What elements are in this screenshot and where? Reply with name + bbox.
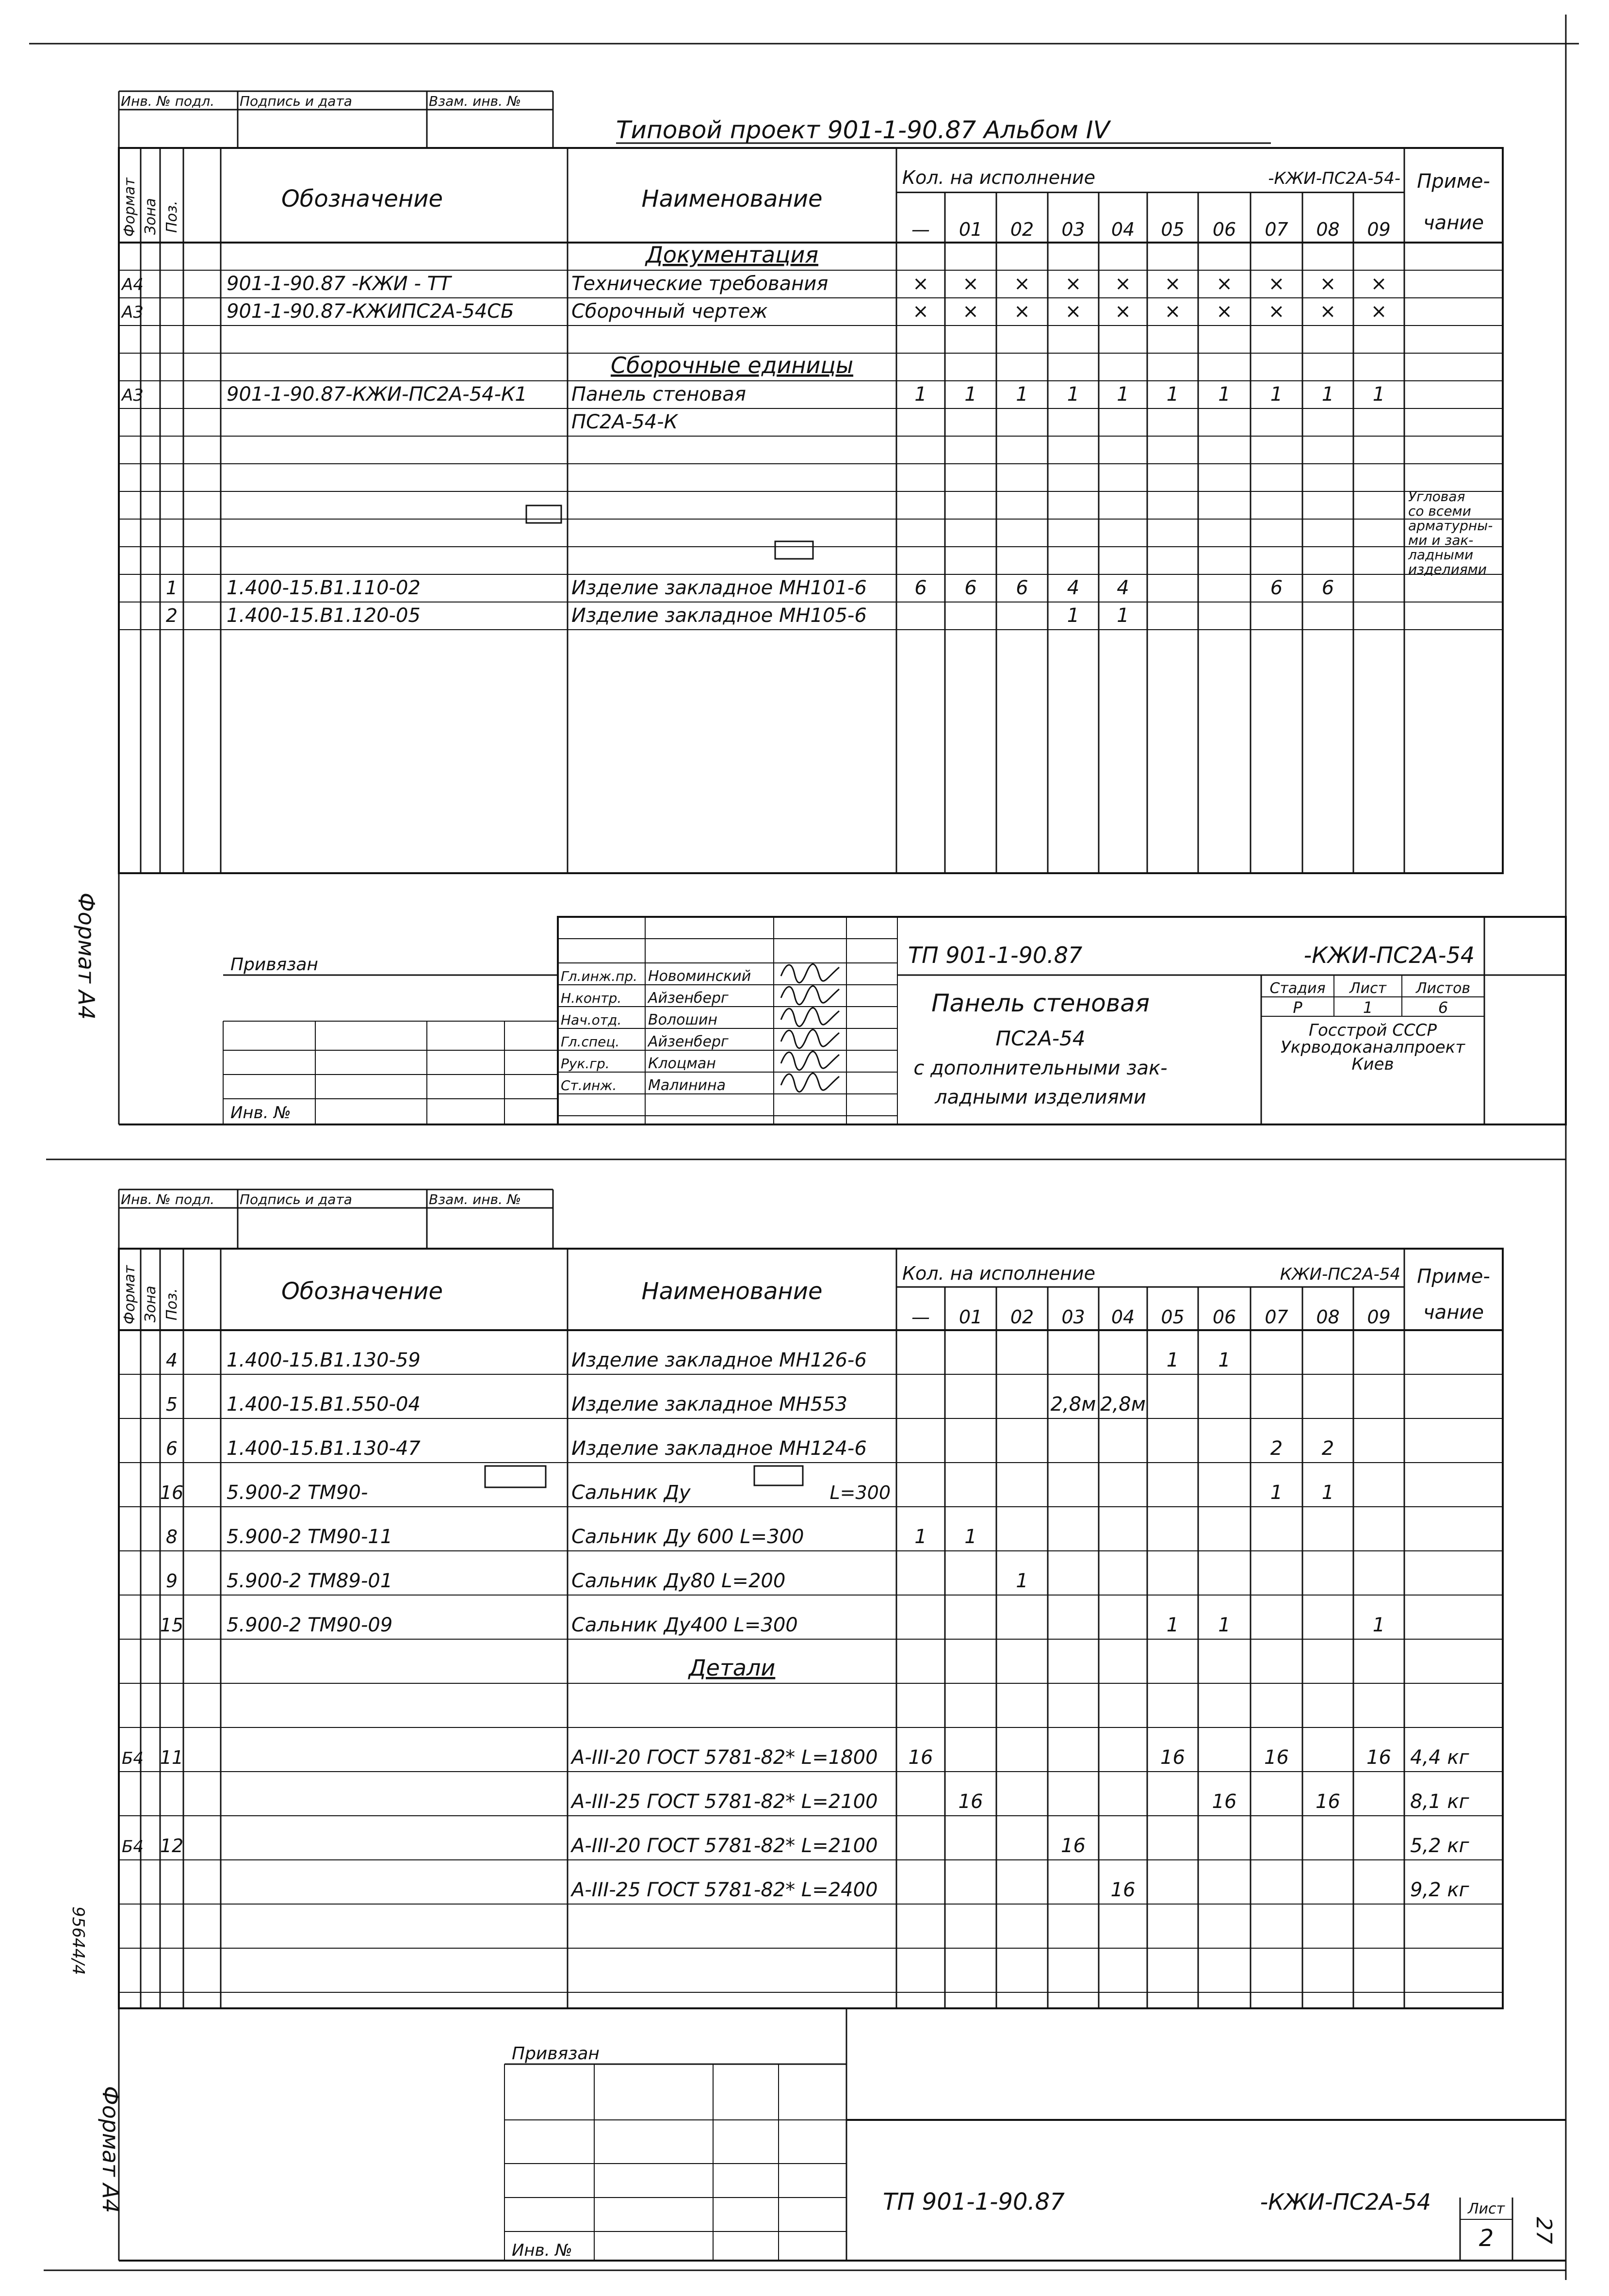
sheet2-qty-cell: 1 — [1166, 1614, 1179, 1636]
sheet1-variant-0: — — [911, 219, 930, 240]
sheet1-row-note-line: ми и зак- — [1408, 532, 1474, 548]
sheet1-title-line: с дополнительными зак- — [913, 1057, 1168, 1079]
sheet2-row-designation: 5.900-2 ТМ90-11 — [227, 1526, 393, 1548]
sheet1-qty-cell: × — [1216, 273, 1233, 295]
sheet1-role-name: Клоцман — [648, 1055, 716, 1072]
sheet1-row-designation: 1.400-15.В1.110-02 — [227, 577, 421, 599]
sheet2-row-pos: 16 — [160, 1482, 184, 1503]
sheet2-qty-cell: 2,8м — [1100, 1393, 1146, 1416]
sheet1-section-title: Сборочные единицы — [610, 352, 854, 378]
sheet2-row-note: 8,1 кг — [1410, 1791, 1469, 1813]
sheet2-qty-cell: 16 — [1264, 1746, 1289, 1769]
sheet1-sheets-value: 6 — [1438, 998, 1448, 1017]
sheet1-role-name: Айзенберг — [648, 1033, 729, 1050]
sheet1-row-name: Технические требования — [571, 273, 829, 295]
sheet1-header-qty: Кол. на исполнение — [902, 167, 1095, 189]
sheet1-qty-cell: 1 — [1270, 383, 1283, 406]
sheet1-qty-cell: 6 — [1016, 577, 1028, 599]
sheet2-row-note: 4,4 кг — [1410, 1746, 1469, 1769]
sheet1-header-name: Наименование — [641, 185, 823, 212]
sheet2-inv-no-label: Инв. № — [512, 2241, 572, 2260]
sheet2-row-name: Сальник Ду400 L=300 — [571, 1614, 798, 1636]
sheet1-role-title: Гл.спец. — [561, 1034, 620, 1050]
sheet2-stub-inv-no: Инв. № подл. — [121, 1191, 215, 1207]
sheet1-qty-cell: 4 — [1067, 577, 1080, 599]
sheet1-qty-cell: × — [1065, 300, 1082, 323]
sheet1-row-designation: 1.400-15.В1.120-05 — [227, 604, 421, 627]
sheet2-qty-cell: 16 — [1061, 1835, 1086, 1857]
sheet1-code-left: ТП 901-1-90.87 — [908, 942, 1083, 968]
sheet1-role-name: Волошин — [648, 1011, 718, 1028]
sheet1-qty-cell: 1 — [914, 383, 927, 406]
sheet1-role-title: Н.контр. — [561, 990, 622, 1006]
sheet2-row-name: Сальник Ду — [571, 1482, 691, 1504]
sheet2-name-placeholder-box — [754, 1466, 803, 1485]
sheet1-row-designation: 901-1-90.87-КЖИПС2А-54СБ — [227, 300, 514, 323]
sheet2-row-name: Изделие закладное МН124-6 — [571, 1437, 867, 1460]
sheet1-header-note-2: чание — [1423, 212, 1484, 234]
sheet2-row-pos: 12 — [160, 1835, 184, 1856]
sheet1-row-note-line: ладными — [1408, 547, 1474, 563]
sheet1-stub-inv-no: Инв. № подл. — [121, 93, 215, 109]
sheet2-qty-cell: 1 — [1321, 1482, 1334, 1504]
sheet2-code-left: ТП 901-1-90.87 — [883, 2188, 1065, 2215]
sheet1-qty-cell: 1 — [1067, 383, 1080, 406]
sheet2-row-pos: 11 — [160, 1747, 184, 1768]
sheet1-qty-cell: × — [1370, 273, 1387, 295]
sheet1-row-format: А4 — [122, 275, 144, 294]
sheet1-qty-cell: × — [1164, 273, 1181, 295]
album-title: Типовой проект 901-1-90.87 Альбом IV — [616, 116, 1110, 144]
margin-inventory-number: 95644/4 — [68, 1906, 88, 1975]
sheet1-qty-cell: 6 — [914, 577, 927, 599]
sheet2-row-format: Б4 — [122, 1837, 144, 1856]
sheet1-stage-label: Стадия — [1269, 980, 1326, 997]
sheet2-header-qty-suffix: КЖИ-ПС2А-54 — [1280, 1264, 1400, 1284]
sheet1-qty-cell: × — [1115, 273, 1131, 295]
sheet1-qty-cell: × — [1319, 273, 1336, 295]
sheet1-row-format: А3 — [122, 386, 144, 405]
sheet1-variant-6: 06 — [1212, 219, 1236, 240]
sheet1-qty-cell: × — [962, 300, 979, 323]
sheet1-qty-cell: 1 — [1166, 383, 1179, 406]
sheet1-header-format: Формат — [121, 178, 138, 237]
sheet1-role-title: Ст.инж. — [561, 1077, 617, 1093]
sheet2-qty-cell: 2 — [1270, 1437, 1283, 1460]
sheet1-qty-cell: × — [912, 300, 929, 323]
sheet2-variant-1: 01 — [959, 1306, 983, 1328]
sheet2-qty-cell: 16 — [958, 1791, 983, 1813]
sheet1-org-line: Укрводоканалпроект — [1280, 1038, 1465, 1057]
sheet1-row-pos: 1 — [165, 577, 178, 599]
sheet1-variant-7: 07 — [1265, 219, 1288, 240]
sheet1-qty-cell: × — [962, 273, 979, 295]
sheet1-role-title: Гл.инж.пр. — [561, 968, 638, 984]
margin-format-a4-bottom: Формат А4 — [98, 2086, 124, 2213]
sheet2-row-name: А-III-20 ГОСТ 5781-82* L=1800 — [571, 1746, 878, 1769]
sheet1-qty-cell: 1 — [1117, 383, 1129, 406]
sheet2-row-name-suffix: L=300 — [829, 1482, 891, 1503]
sheet2-header-name: Наименование — [641, 1278, 823, 1305]
sheet1-org-line: Госстрой СССР — [1309, 1021, 1437, 1040]
sheet2-header-format: Формат — [121, 1265, 138, 1324]
sheet2-qty-cell: 1 — [964, 1526, 977, 1548]
sheet2-row-designation: 1.400-15.В1.130-47 — [227, 1437, 421, 1460]
sheet1-variant-2: 02 — [1010, 219, 1034, 240]
sheet2-qty-cell: 16 — [908, 1746, 933, 1769]
sheet2-qty-cell: 1 — [1016, 1570, 1028, 1592]
sheet2-variant-9: 09 — [1367, 1306, 1391, 1328]
sheet1-qty-cell: 4 — [1117, 577, 1129, 599]
sheet1-row-note-line: арматурны- — [1408, 518, 1493, 534]
sheet1-signature-mark — [781, 1008, 839, 1026]
sheet2-row-name: Сальник Ду 600 L=300 — [571, 1526, 804, 1548]
sheet1-variant-3: 03 — [1061, 219, 1085, 240]
sheet1-qty-cell: 1 — [1218, 383, 1231, 406]
sheet1-org-line: Киев — [1351, 1055, 1394, 1074]
sheet2-privyazan-label: Привязан — [512, 2044, 600, 2064]
sheet2-qty-cell: 2 — [1321, 1437, 1334, 1460]
sheet1-header-qty-suffix: -КЖИ-ПС2А-54- — [1268, 169, 1400, 189]
sheet1-code-right: -КЖИ-ПС2А-54 — [1303, 942, 1475, 968]
sheet2-row-name: А-III-25 ГОСТ 5781-82* L=2400 — [571, 1879, 878, 1901]
sheet1-row-note-line: Угловая — [1408, 489, 1465, 505]
sheet1-variant-9: 09 — [1367, 219, 1391, 240]
sheet2-qty-cell: 1 — [1166, 1349, 1179, 1371]
sheet2-variant-2: 02 — [1010, 1306, 1034, 1328]
sheet2-sheet-label: Лист — [1467, 2200, 1505, 2217]
sheet2-header-zone: Зона — [142, 1286, 159, 1322]
sheet1-row-note-line: со всеми — [1408, 503, 1471, 519]
sheet1-qty-cell: 6 — [1321, 577, 1334, 599]
sheet1-sheet-label: Лист — [1349, 980, 1387, 997]
sheet1-qty-cell: × — [1065, 273, 1082, 295]
sheet1-header-note-1: Приме- — [1417, 170, 1490, 193]
sheet1-header-designation: Обозначение — [281, 185, 443, 212]
sheet2-row-designation: 5.900-2 ТМ90-09 — [227, 1614, 393, 1636]
sheet1-stage-value: Р — [1293, 998, 1302, 1017]
sheet2-row-pos: 15 — [160, 1614, 184, 1636]
sheet2-qty-cell: 1 — [1270, 1482, 1283, 1504]
sheet1-row-name: Изделие закладное МН105-6 — [571, 604, 867, 627]
sheet1-qty-cell: × — [1319, 300, 1336, 323]
sheet2-row-name: Изделие закладное МН553 — [571, 1393, 847, 1416]
sheet1-stub-replaced: Взам. инв. № — [429, 93, 521, 109]
sheet2-variant-3: 03 — [1061, 1306, 1085, 1328]
sheet1-qty-cell: × — [1115, 300, 1131, 323]
sheet2-row-designation: 1.400-15.В1.130-59 — [227, 1349, 421, 1371]
sheet2-variant-8: 08 — [1316, 1306, 1340, 1328]
sheet2-row-pos: 9 — [165, 1570, 178, 1592]
sheet2-section-title: Детали — [688, 1655, 776, 1681]
sheet1-qty-cell: 1 — [1372, 383, 1385, 406]
sheet2-row-designation: 5.900-2 ТМ89-01 — [227, 1570, 393, 1592]
sheet1-title-line: ПС2А-54 — [995, 1026, 1086, 1050]
sheet1-qty-cell: 1 — [1016, 383, 1028, 406]
sheet1-row-name: Панель стеновая — [571, 383, 746, 406]
sheet1-qty-cell: 1 — [964, 383, 977, 406]
sheet1-header-zone: Зона — [142, 198, 159, 235]
sheet1-qty-cell: 1 — [1067, 604, 1080, 627]
sheet1-stub-signature: Подпись и дата — [240, 93, 352, 109]
sheet1-role-name: Малинина — [648, 1077, 726, 1094]
sheet2-header-designation: Обозначение — [281, 1278, 443, 1305]
sheet2-variant-5: 05 — [1161, 1306, 1185, 1328]
sheet2-header-note-1: Приме- — [1417, 1265, 1490, 1288]
sheet2-row-pos: 5 — [165, 1394, 178, 1415]
sheet2-qty-cell: 16 — [1212, 1791, 1237, 1813]
designation-placeholder-box — [526, 505, 561, 523]
sheet2-row-note: 5,2 кг — [1410, 1835, 1469, 1857]
sheet1-role-name: Айзенберг — [648, 990, 729, 1007]
sheet1-qty-cell: 6 — [1270, 577, 1283, 599]
sheet2-stub-signature: Подпись и дата — [240, 1191, 352, 1207]
sheet1-variant-8: 08 — [1316, 219, 1340, 240]
sheet2-qty-cell: 1 — [1218, 1349, 1231, 1371]
sheet2-header-qty: Кол. на исполнение — [902, 1262, 1095, 1284]
sheet1-sheets-label: Листов — [1415, 980, 1471, 997]
sheet1-signature-mark — [781, 964, 839, 983]
sheet2-qty-cell: 1 — [1372, 1614, 1385, 1636]
sheet2-header-pos: Поз. — [163, 1288, 180, 1320]
sheet2-row-designation: 1.400-15.В1.550-04 — [227, 1393, 421, 1416]
sheet2-code-right: -КЖИ-ПС2А-54 — [1260, 2189, 1431, 2215]
sheet2-variant-0: — — [911, 1306, 930, 1328]
sheet2-variant-6: 06 — [1212, 1306, 1236, 1328]
sheet1-qty-cell: 1 — [1117, 604, 1129, 627]
sheet1-row-pos: 2 — [165, 605, 178, 626]
sheet2-sheet-value: 2 — [1479, 2225, 1494, 2252]
sheet2-row-name: Сальник Ду80 L=200 — [571, 1570, 786, 1592]
sheet1-role-title: Рук.гр. — [561, 1056, 610, 1072]
sheet2-row-name: Изделие закладное МН126-6 — [571, 1349, 867, 1371]
sheet1-qty-cell: × — [1268, 300, 1285, 323]
sheet1-row-designation: 901-1-90.87 -КЖИ - ТТ — [227, 273, 451, 295]
sheet1-header-pos: Поз. — [163, 200, 180, 233]
margin-format-a4-top: Формат А4 — [73, 893, 99, 1020]
sheet1-row-note-line: изделиями — [1408, 561, 1487, 577]
sheet2-variant-4: 04 — [1111, 1306, 1135, 1328]
sheet1-title-line: Панель стеновая — [931, 989, 1150, 1017]
sheet1-qty-cell: 6 — [964, 577, 977, 599]
sheet1-signature-mark — [781, 1052, 839, 1070]
sheet2-row-designation: 5.900-2 ТМ90- — [227, 1482, 368, 1504]
sheet1-signature-mark — [781, 1074, 839, 1092]
sheet2-qty-cell: 1 — [1218, 1614, 1231, 1636]
sheet2-row-pos: 4 — [165, 1350, 178, 1371]
sheet1-section-title: Документация — [645, 242, 819, 268]
sheet2-row-name: А-III-20 ГОСТ 5781-82* L=2100 — [571, 1835, 878, 1857]
sheet1-row-name: Сборочный чертеж — [571, 300, 768, 323]
sheet1-row-name: Изделие закладное МН101-6 — [571, 577, 867, 599]
sheet2-row-pos: 6 — [165, 1438, 178, 1459]
sheet1-variant-1: 01 — [959, 219, 983, 240]
sheet2-row-format: Б4 — [122, 1749, 144, 1768]
sheet2-qty-cell: 16 — [1366, 1746, 1391, 1769]
sheet1-variant-5: 05 — [1161, 219, 1185, 240]
page-number: 27 — [1531, 2217, 1556, 2244]
name-placeholder-box — [775, 541, 813, 559]
sheet1-title-line: ладными изделиями — [935, 1086, 1146, 1108]
sheet1-qty-cell: × — [1268, 273, 1285, 295]
sheet2-qty-cell: 16 — [1316, 1791, 1340, 1813]
sheet1-variant-4: 04 — [1111, 219, 1135, 240]
sheet1-inv-no-label: Инв. № — [230, 1103, 291, 1123]
sheet1-role-name: Новоминский — [648, 968, 751, 985]
sheet1-privyazan-label: Привязан — [230, 955, 318, 975]
sheet1-qty-cell: × — [1014, 300, 1030, 323]
sheet1-sheet-value: 1 — [1363, 998, 1373, 1017]
sheet2-row-note: 9,2 кг — [1410, 1879, 1469, 1901]
sheet2-stub-replaced: Взам. инв. № — [429, 1191, 521, 1207]
sheet1-role-title: Нач.отд. — [561, 1012, 622, 1028]
sheet1-qty-cell: × — [1164, 300, 1181, 323]
sheet2-qty-cell: 2,8м — [1050, 1393, 1096, 1416]
sheet1-row-name: ПС2А-54-К — [571, 411, 678, 433]
sheet2-row-pos: 8 — [165, 1526, 178, 1547]
sheet1-qty-cell: × — [1370, 300, 1387, 323]
sheet1-qty-cell: × — [1014, 273, 1030, 295]
sheet1-qty-cell: × — [1216, 300, 1233, 323]
sheet1-signature-mark — [781, 986, 839, 1005]
sheet1-qty-cell: × — [912, 273, 929, 295]
sheet1-qty-cell: 1 — [1321, 383, 1334, 406]
sheet2-qty-cell: 1 — [914, 1526, 927, 1548]
sheet2-row-name: А-III-25 ГОСТ 5781-82* L=2100 — [571, 1791, 878, 1813]
sheet2-qty-cell: 16 — [1160, 1746, 1185, 1769]
sheet2-qty-cell: 16 — [1110, 1879, 1136, 1901]
sheet1-row-format: А3 — [122, 303, 144, 322]
sheet1-row-designation: 901-1-90.87-КЖИ-ПС2А-54-К1 — [227, 383, 527, 406]
sheet2-variant-7: 07 — [1265, 1306, 1288, 1328]
sheet2-designation-placeholder-box — [485, 1466, 546, 1487]
sheet2-header-note-2: чание — [1423, 1301, 1484, 1324]
sheet1-signature-mark — [781, 1030, 839, 1048]
